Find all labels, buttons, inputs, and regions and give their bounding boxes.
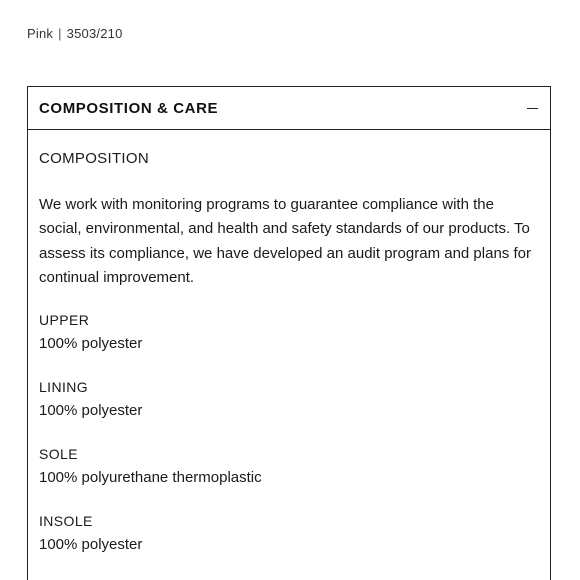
material-label: LINING bbox=[39, 379, 89, 396]
product-reference: 3503/210 bbox=[66, 26, 123, 41]
compliance-text: We work with monitoring programs to guarantee compliance with the social, environmental, and health and safety standards of our products. To assess its compliance, we have developed an audit program and plans for continual improvement. bbox=[39, 196, 531, 286]
material-upper bbox=[39, 309, 539, 357]
material-lining bbox=[39, 376, 539, 424]
material-label: SOLE bbox=[39, 446, 78, 463]
meta-separator: | bbox=[58, 26, 62, 41]
product-meta bbox=[27, 26, 123, 41]
material-sole bbox=[39, 443, 539, 491]
composition-heading: COMPOSITION bbox=[39, 150, 149, 167]
product-color: Pink bbox=[27, 26, 54, 41]
material-value: 100% polyester bbox=[39, 402, 143, 420]
accordion-header[interactable] bbox=[28, 87, 550, 130]
composition-care-accordion bbox=[27, 86, 551, 580]
accordion-title: COMPOSITION & CARE bbox=[39, 99, 219, 117]
accordion-body bbox=[28, 130, 550, 558]
material-label: UPPER bbox=[39, 312, 90, 329]
material-label: INSOLE bbox=[39, 513, 93, 530]
minus-icon[interactable] bbox=[527, 103, 538, 114]
material-value: 100% polyester bbox=[39, 536, 143, 554]
material-insole bbox=[39, 510, 539, 558]
material-value: 100% polyurethane thermoplastic bbox=[39, 469, 262, 487]
material-value: 100% polyester bbox=[39, 335, 143, 353]
